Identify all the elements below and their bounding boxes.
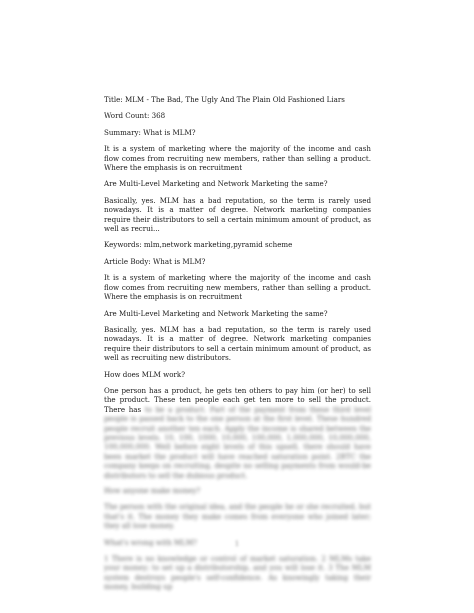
title-line: Title: MLM - The Bad, The Ugly And The Plain Old Fashioned Liars bbox=[104, 95, 345, 104]
body-paragraph-4: The person with the original idea, and the people he or she recruited, but that's it. The money they make comes from everyone who joined later; they all lose money. bbox=[104, 502, 371, 531]
page-number: 1 bbox=[234, 540, 240, 548]
body-paragraph-3-blurred: to be a product. Part of the payment from these third level people is passed back to the one person at the first level. These hundred people recruit another ten each. Apply the income is shared between the previous levels. 10, 100, 1000, 10,000, 100,000, 1,000,000, 10,000,000, 100,000,000. Well before eight levels of this upsell, there should have been market the product will have reached saturation point. 2BTC the company keeps on recruiting, despite no selling payments from would-be distributors to sell the dubious product. bbox=[104, 404, 371, 480]
summary-paragraph-2: Basically, yes. MLM has a bad reputation, so the term is rarely used nowadays. It is a matter of degree. Network marketing companies require their distributors to sell a certain minimum amount of product, as well as recrui... bbox=[104, 195, 371, 234]
article-body-line: Article Body: What is MLM? bbox=[104, 256, 206, 266]
body-question-5: What's wrong with MLM? bbox=[104, 537, 197, 547]
body-paragraph-2: Basically, yes. MLM has a bad reputation, so the term is rarely used nowadays. It is a matter of degree. Network marketing companies require their distributors to sell a certain minimum amount of product, as well as recruiting new distributors. bbox=[104, 324, 371, 363]
document-body bbox=[104, 95, 371, 599]
body-question-2: Are Multi-Level Marketing and Network Marketing the same? bbox=[104, 308, 328, 318]
body-paragraph-5: 1 There is no knowledge or control of market saturation. 2 MLMs take your money; to set up a distributorship, and you will lose it. 3 The MLM system destroys people's self-confidence. As knowingly taking their money, building up bbox=[104, 554, 371, 592]
summary-line: Summary: What is MLM? bbox=[104, 127, 196, 137]
body-question-3: How does MLM work? bbox=[104, 369, 186, 379]
keywords-line: Keywords: mlm,network marketing,pyramid scheme bbox=[104, 240, 293, 250]
word-count-line: Word Count: 368 bbox=[104, 111, 166, 121]
body-paragraph-3 bbox=[104, 386, 371, 480]
body-question-4: How anyone make money? bbox=[104, 486, 201, 495]
summary-question-2: Are Multi-Level Marketing and Network Marketing the same? bbox=[104, 179, 328, 189]
body-paragraph-3-visible: One person has a product, he gets ten others to pay him (or her) to sell the product. These ten people each get ten more to sell the product. There has bbox=[104, 385, 371, 414]
body-paragraph-1: It is a system of marketing where the majority of the income and cash flow comes from recruiting new members, rather than selling a product. Where the emphasis is on recruitment bbox=[104, 273, 371, 302]
summary-paragraph-1: It is a system of marketing where the majority of the income and cash flow comes from recruiting new members, rather than selling a product. Where the emphasis is on recruitment bbox=[104, 144, 371, 173]
